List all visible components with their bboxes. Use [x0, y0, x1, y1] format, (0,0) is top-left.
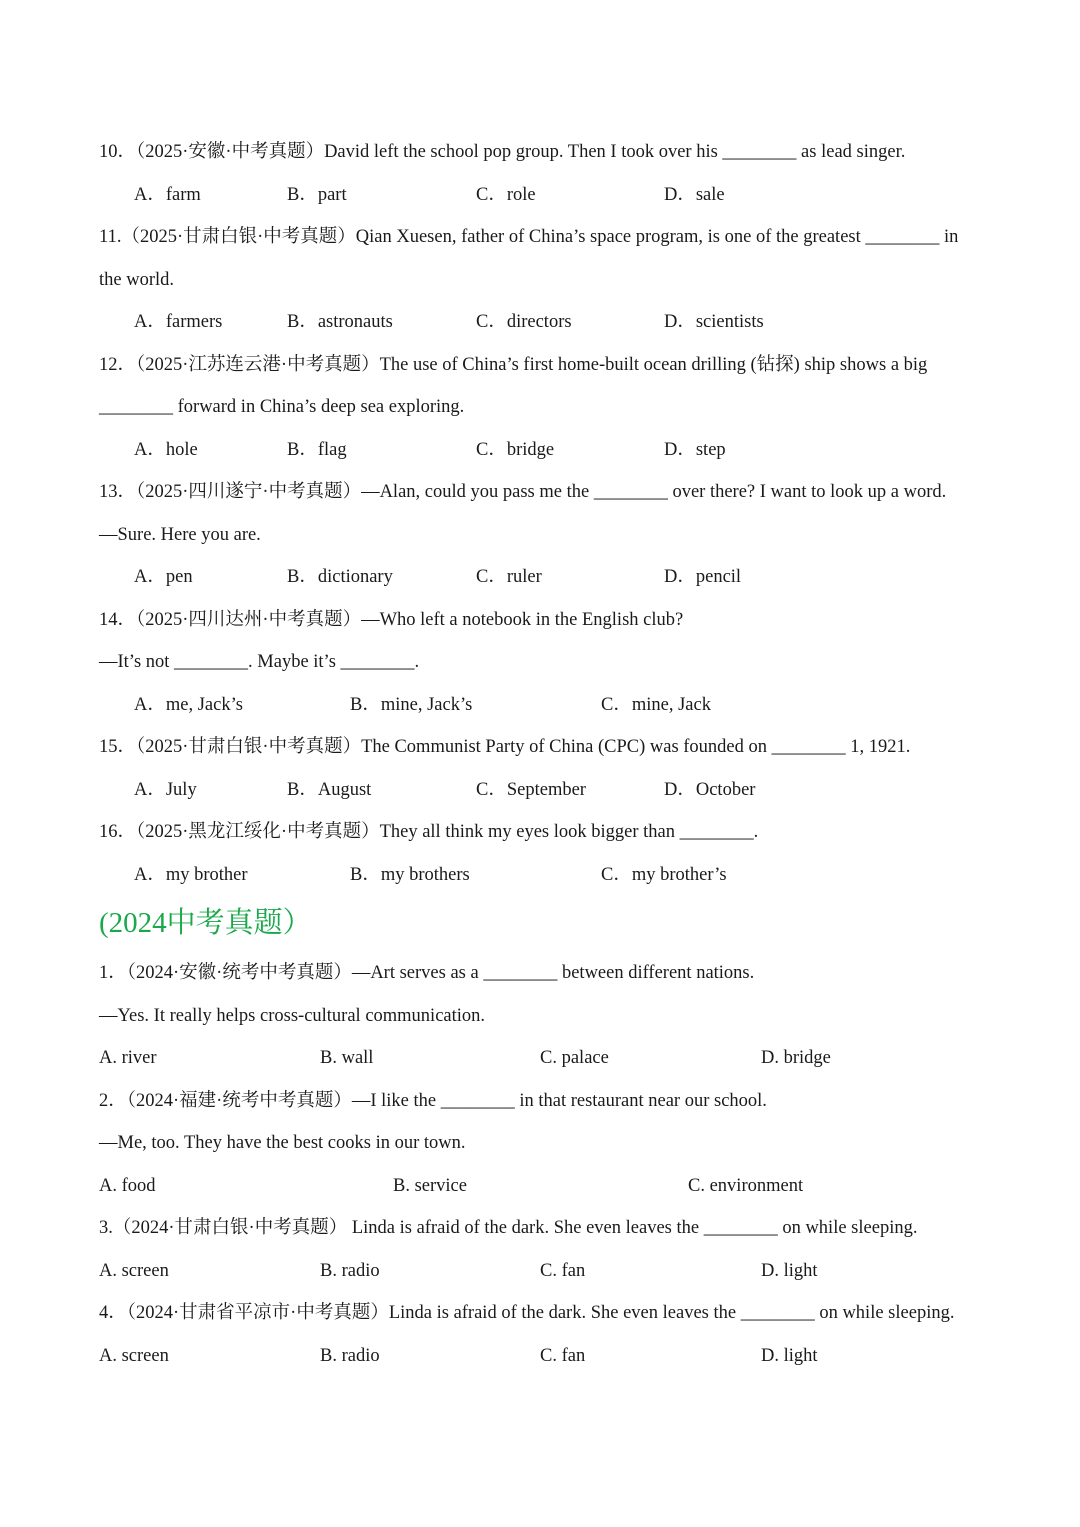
option-b: B. radio — [320, 1261, 380, 1281]
option-b: B．mine, Jack’s — [350, 695, 473, 715]
option-row — [0, 863, 1080, 887]
option-a: A．farm — [134, 185, 201, 205]
option-a: A．me, Jack’s — [134, 695, 243, 715]
option-row — [0, 1046, 1080, 1070]
question-stem: 2．（2024·福建·统考中考真题）—I like the ________ in that restaurant near our school. — [99, 1091, 767, 1111]
option-b: B. service — [393, 1176, 467, 1196]
option-b: B. radio — [320, 1346, 380, 1366]
option-b: B．dictionary — [287, 567, 393, 587]
option-row — [0, 310, 1080, 334]
option-b: B．part — [287, 185, 347, 205]
question-stem-continued: —It’s not ________. Maybe it’s ________. — [99, 652, 420, 672]
option-d: D．sale — [664, 185, 725, 205]
question-stem: 14．（2025·四川达州·中考真题）—Who left a notebook in the English club? — [99, 610, 684, 630]
question-stem-continued: —Me, too. They have the best cooks in our town. — [99, 1133, 466, 1153]
option-c: C．September — [476, 780, 586, 800]
option-c: C．mine, Jack — [601, 695, 711, 715]
option-b: B．August — [287, 780, 372, 800]
question-stem: 4．（2024·甘肃省平凉市·中考真题）Linda is afraid of the dark. She even leaves the ________ on while sleeping. — [99, 1303, 955, 1323]
option-d: D．pencil — [664, 567, 742, 587]
option-d: D. light — [761, 1261, 818, 1281]
option-a: A. food — [99, 1176, 156, 1196]
section-heading: (2024中考真题） — [99, 907, 312, 939]
option-a: A. screen — [99, 1346, 169, 1366]
option-b: B．astronauts — [287, 312, 393, 332]
option-d: D．step — [664, 440, 726, 460]
option-c: C. palace — [540, 1048, 609, 1068]
question-stem-continued: —Sure. Here you are. — [99, 525, 261, 545]
question-stem: 10．（2025·安徽·中考真题）David left the school pop group. Then I took over his ________ as lead singer. — [99, 142, 906, 162]
option-row — [0, 565, 1080, 589]
question-stem: 13．（2025·四川遂宁·中考真题）—Alan, could you pass me the ________ over there? I want to look up a word. — [99, 482, 947, 502]
option-b: B. wall — [320, 1048, 374, 1068]
option-b: B．my brothers — [350, 865, 470, 885]
option-a: A．farmers — [134, 312, 223, 332]
option-a: A. screen — [99, 1261, 169, 1281]
question-stem-continued: the world. — [99, 270, 175, 290]
option-c: C．role — [476, 185, 536, 205]
option-a: A．July — [134, 780, 197, 800]
option-row — [0, 778, 1080, 802]
option-c: C．my brother’s — [601, 865, 727, 885]
option-row — [0, 1344, 1080, 1368]
question-stem: 3.（2024·甘肃白银·中考真题） Linda is afraid of the dark. She even leaves the ________ on while sleeping. — [99, 1218, 918, 1238]
option-row — [0, 438, 1080, 462]
option-row — [0, 1174, 1080, 1198]
option-a: A．hole — [134, 440, 198, 460]
option-d: D．scientists — [664, 312, 764, 332]
question-stem: 15．（2025·甘肃白银·中考真题）The Communist Party of China (CPC) was founded on ________ 1, 1921. — [99, 737, 911, 757]
option-row — [0, 183, 1080, 207]
option-d: D. light — [761, 1346, 818, 1366]
question-stem: 1．（2024·安徽·统考中考真题）—Art serves as a ________ between different nations. — [99, 963, 755, 983]
option-c: C．directors — [476, 312, 572, 332]
option-d: D．October — [664, 780, 756, 800]
option-c: C．ruler — [476, 567, 542, 587]
option-c: C. fan — [540, 1346, 586, 1366]
question-stem-continued: —Yes. It really helps cross-cultural communication. — [99, 1006, 486, 1026]
question-stem: 16．（2025·黑龙江绥化·中考真题）They all think my eyes look bigger than ________. — [99, 822, 759, 842]
option-d: D. bridge — [761, 1048, 831, 1068]
option-row — [0, 693, 1080, 717]
option-c: C. fan — [540, 1261, 586, 1281]
option-a: A．my brother — [134, 865, 248, 885]
option-b: B．flag — [287, 440, 347, 460]
option-c: C．bridge — [476, 440, 555, 460]
option-row — [0, 1259, 1080, 1283]
option-a: A. river — [99, 1048, 157, 1068]
option-a: A．pen — [134, 567, 193, 587]
option-c: C. environment — [688, 1176, 804, 1196]
question-stem: 12．（2025·江苏连云港·中考真题）The use of China’s first home-built ocean drilling (钻探) ship shows a big — [99, 355, 928, 375]
question-stem: 11.（2025·甘肃白银·中考真题）Qian Xuesen, father of China’s space program, is one of the greatest ________ in — [99, 227, 959, 247]
question-stem-continued: ________ forward in China’s deep sea exploring. — [99, 397, 465, 417]
